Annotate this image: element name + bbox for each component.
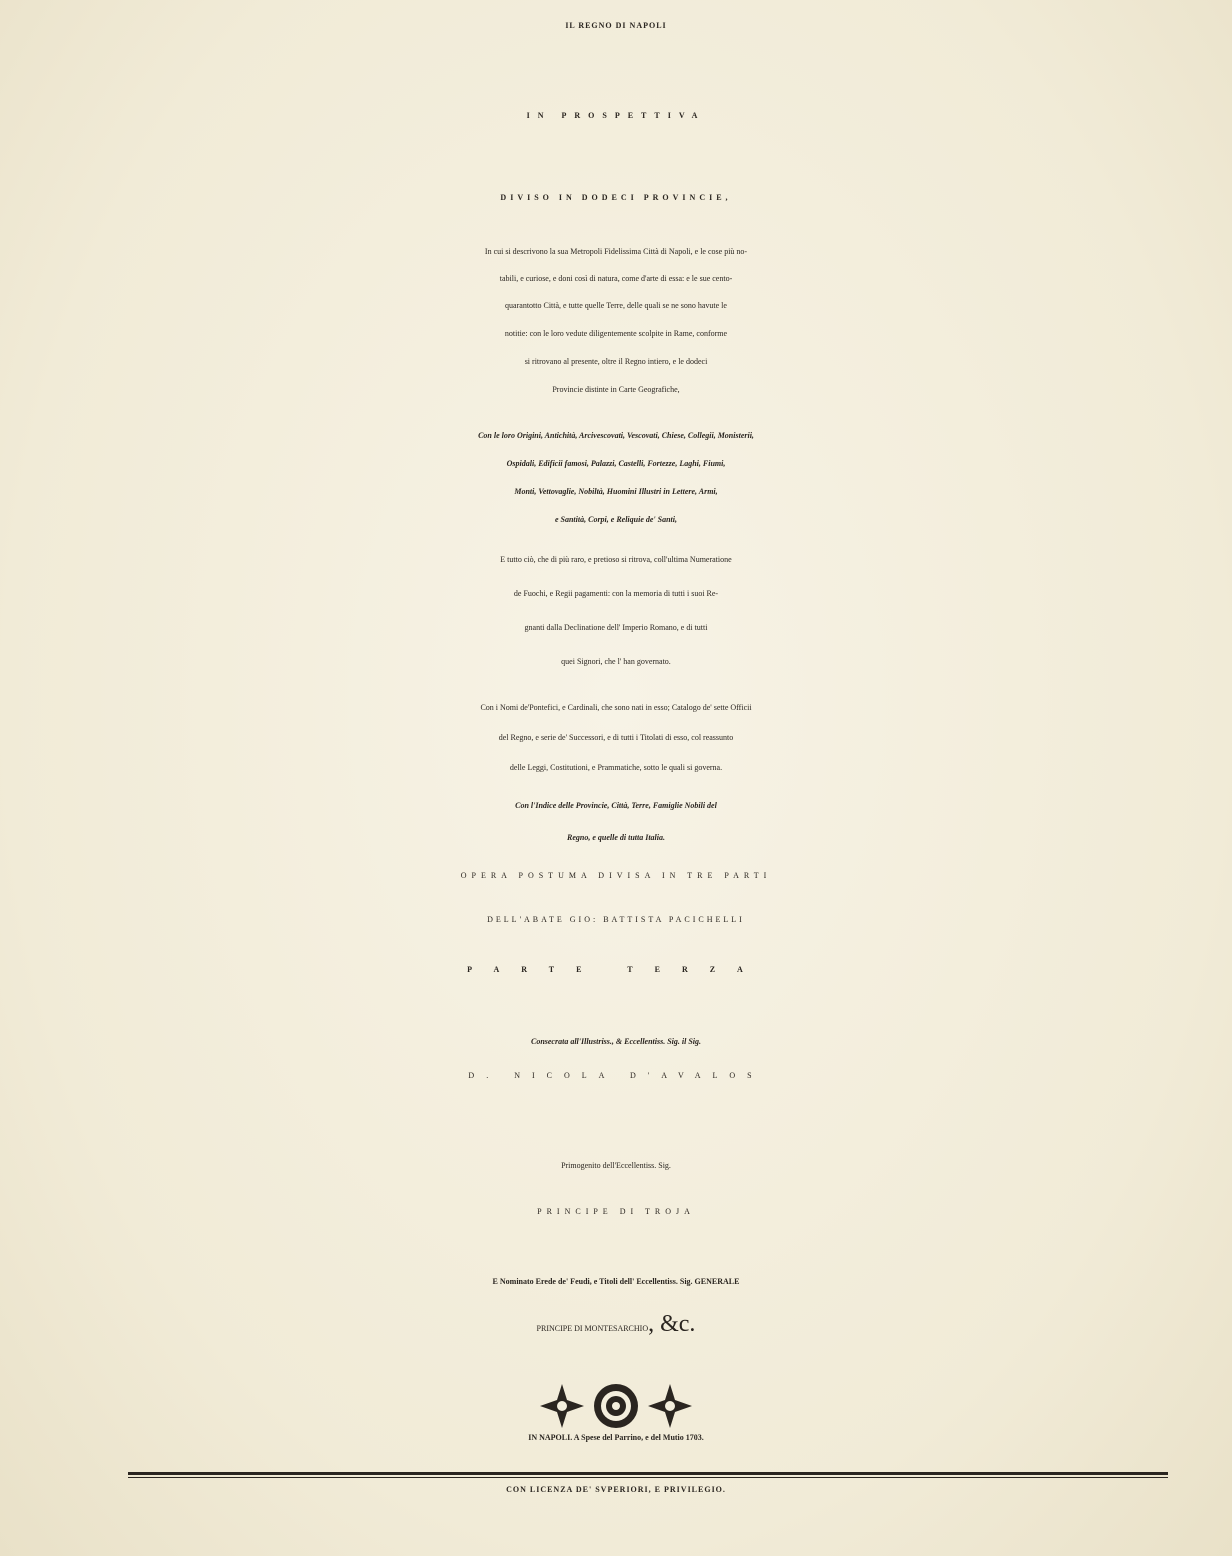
title-line-2: IN PROSPETTIVA <box>526 111 706 120</box>
principe-montesarchio <box>0 1312 1232 1336</box>
description-1-line-3: quarantotto Città, e tutte quelle Terre, delle quali se ne sono havute le <box>505 301 727 310</box>
description-4-line-1: Con i Nomi de'Pontefici, e Cardinali, che sono nati in esso; Catalogo de' sette Officii <box>480 703 752 712</box>
description-3-line-2: de Fuochi, e Regii pagamenti: con la memoria di tutti i suoi Re- <box>513 589 719 598</box>
dedication: Consecrata all'Illustriss., & Eccellentiss. Sig. il Sig. <box>530 1037 702 1046</box>
description-2-line-2: Ospidali, Edificii famosi, Palazzi, Castelli, Fortezze, Laghi, Fiumi, <box>506 459 726 468</box>
description-5-line-2: Regno, e quelle di tutta Italia. <box>566 833 665 842</box>
dedicatee: D. NICOLA D'AVALOS <box>468 1071 764 1080</box>
etc-suffix: , &c. <box>648 1311 696 1337</box>
imprint: IN NAPOLI. A Spese del Parrino, e del Mutio 1703. <box>528 1433 704 1442</box>
nominato: E Nominato Erede de' Feudi, e Titoli dell' Eccellentiss. Sig. GENERALE <box>492 1277 740 1286</box>
description-2-line-4: e Santità, Corpi, e Reliquie de' Santi, <box>554 515 677 524</box>
principe-montesarchio-text: PRINCIPE DI MONTESARCHIO <box>536 1324 649 1333</box>
imprint-rule <box>128 1472 1168 1475</box>
title-line-3: DIVISO IN DODECI PROVINCIE, <box>500 193 732 202</box>
description-1-line-5: si ritrovano al presente, oltre il Regno intiero, e le dodeci <box>524 357 708 366</box>
author-heading: DELL'ABATE GIO: BATTISTA PACICHELLI <box>487 915 745 924</box>
primogenito: Primogenito dell'Eccellentiss. Sig. <box>561 1161 671 1170</box>
fleuron-ornament-icon <box>536 1378 696 1434</box>
description-1-line-2: tabili, e curiose, e doni così di natura, come d'arte di essa: e le sue cento- <box>499 274 733 283</box>
description-1-line-4: notitie: con le loro vedute diligentemente scolpite in Rame, conforme <box>504 329 728 338</box>
description-5-line-1: Con l'Indice delle Provincie, Città, Terre, Famiglie Nobili del <box>515 801 717 810</box>
description-3-line-1: E tutto ciò, che di più raro, e pretioso si ritrova, coll'ultima Numeratione <box>500 555 732 564</box>
description-2-line-1: Con le loro Origini, Antichità, Arcivescovati, Vescovati, Chiese, Collegii, Monisterii, <box>478 431 754 440</box>
title-line-1: IL REGNO DI NAPOLI <box>565 21 667 30</box>
description-3-line-3: gnanti dalla Declinatione dell' Imperio Romano, e di tutti <box>524 623 708 632</box>
description-3-line-4: quei Signori, che l' han governato. <box>561 657 671 666</box>
licenza: CON LICENZA DE' SVPERIORI, E PRIVILEGIO. <box>506 1485 726 1494</box>
opera-heading: OPERA POSTUMA DIVISA IN TRE PARTI <box>460 871 772 880</box>
principe-troja: PRINCIPE DI TROJA <box>537 1207 695 1216</box>
ornament-row <box>0 1378 1232 1438</box>
description-1-line-1: In cui si descrivono la sua Metropoli Fidelissima Città di Napoli, e le cose più no- <box>484 247 748 256</box>
description-4-line-3: delle Leggi, Costitutioni, e Prammatiche, sotto le quali si governa. <box>509 763 723 772</box>
description-4-line-2: del Regno, e serie de' Successori, e di tutti i Titolati di esso, col reassunto <box>498 733 734 742</box>
description-2-line-3: Monti, Vettovaglie, Nobiltà, Huomini Illustri in Lettere, Armi, <box>514 487 718 496</box>
description-1-line-6: Provincie distinte in Carte Geografiche, <box>552 385 680 394</box>
imprint-rule-thin <box>128 1477 1168 1478</box>
part-heading: PARTE TERZA <box>467 965 765 974</box>
